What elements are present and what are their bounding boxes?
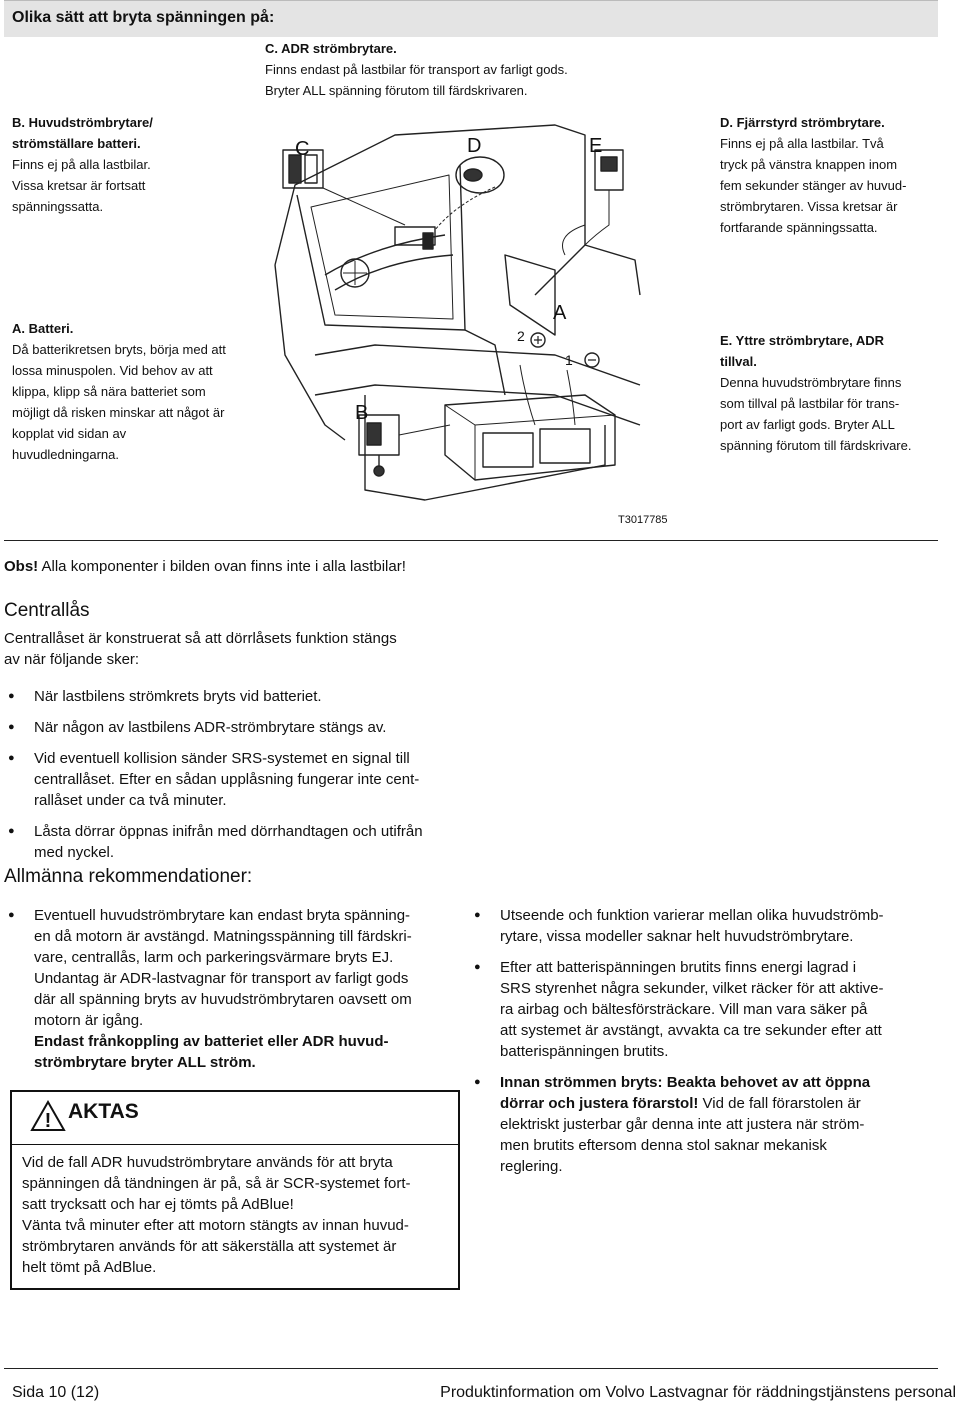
list-item-text: Vid de fall förarstolen är elektriskt justerbar går denna inte att justera när ström- men brutits eftersom denna stol saknar mekanisk reglering.: [500, 1095, 865, 1175]
centrallas-list: [4, 686, 484, 873]
callout-b: B: [355, 402, 369, 424]
caption-a-line: möjligt då risken minskar att något är: [12, 405, 225, 420]
callout-c: C: [295, 138, 310, 160]
list-item-emphasis: Endast frånkoppling av batteriet eller ADR huvud- strömbrytare bryter ALL ström.: [34, 1033, 389, 1071]
caption-e-line: spänning förutom till färdskrivare.: [720, 438, 912, 453]
note-label: Obs!: [4, 558, 39, 575]
caption-d-line: Finns ej på alla lastbilar. Två: [720, 136, 884, 151]
list-item-emphasis: Innan strömmen bryts: Beakta behovet av att öppna dörrar och justera förarstol!: [500, 1074, 871, 1112]
document-title: Produktinformation om Volvo Lastvagnar för räddningstjänstens personal: [440, 1384, 956, 1401]
caption-a: [12, 318, 262, 465]
list-item: ● Låsta dörrar öppnas inifrån med dörrhandtagen och utifrån med nyckel.: [4, 821, 484, 863]
list-item-text: ● Eventuell huvudströmbrytare kan endast bryta spänning- en då motorn är avstängd. Matningsspänning till färdskri- vare, centrallås, larm och parkeringsvärmare bryts EJ. Undantag är ADR-lastvagnar för transport av farligt gods där all spänning bryts av huvudströmbrytaren oavsett om motorn är igång.: [34, 907, 412, 1029]
warning-title: AKTAS: [68, 1100, 139, 1123]
list-item: [470, 1072, 950, 1177]
caption-c-line: Finns endast på lastbilar för transport av farligt gods.: [265, 62, 568, 77]
recommendations-right-list: [470, 905, 950, 1187]
callout-d: D: [467, 135, 482, 157]
caption-b-line: Finns ej på alla lastbilar.: [12, 157, 151, 172]
caption-b-title: strömställare batteri.: [12, 136, 141, 151]
divider: [4, 540, 938, 541]
note-text: Alla komponenter i bilden ovan finns inte i alla lastbilar!: [38, 558, 406, 575]
caption-d-line: tryck på vänstra knappen inom: [720, 157, 898, 172]
caption-d-title: D. Fjärrstyrd strömbrytare.: [720, 115, 885, 130]
list-item: ● Utseende och funktion varierar mellan olika huvudströmb- rytare, vissa modeller saknar helt huvudströmbrytare.: [470, 905, 950, 947]
caption-a-title: A. Batteri.: [12, 321, 74, 336]
caption-b: [12, 112, 252, 217]
callout-2: 2: [517, 328, 525, 344]
caption-c-line: Bryter ALL spänning förutom till färdskrivaren.: [265, 83, 528, 98]
caption-d-line: fem sekunder stänger av huvud-: [720, 178, 907, 193]
note: [4, 556, 406, 577]
list-item: [4, 905, 474, 1073]
caption-e-line: Denna huvudströmbrytare finns: [720, 375, 902, 390]
list-item: ● Vid eventuell kollision sänder SRS-systemet en signal till centrallåset. Efter en sådan upplåsning fungerar inte cent- rallåset under ca två minuter.: [4, 748, 484, 811]
caption-a-line: lossa minuspolen. Vid behov av att: [12, 363, 213, 378]
centrallas-heading: Centrallås: [4, 600, 90, 621]
recommendations-heading: Allmänna rekommendationer:: [4, 866, 253, 887]
truck-cab-illustration: [255, 95, 650, 505]
warning-divider: [12, 1144, 458, 1145]
caption-c: [265, 38, 665, 101]
figure-reference: T3017785: [618, 514, 668, 526]
caption-b-title: B. Huvudströmbrytare/: [12, 115, 153, 130]
caption-e-line: som tillval på lastbilar för trans-: [720, 396, 900, 411]
caption-d-line: strömbrytaren. Vissa kretsar är: [720, 199, 898, 214]
caption-e-title: tillval.: [720, 354, 757, 369]
callout-1: 1: [565, 352, 573, 368]
caption-b-line: spänningssatta.: [12, 199, 104, 214]
warning-triangle-icon: [30, 1100, 66, 1132]
caption-a-line: huvudledningarna.: [12, 447, 119, 462]
list-item: ● Efter att batterispänningen brutits finns energi lagrad i SRS styrenhet några sekunder, vilket räcker för att aktive- ra airbag och bältesförsträckare. Vill man vara säker på att systemet är avstängt, avvakta ca tre sekunder efter att batterispänningen brutits.: [470, 957, 950, 1062]
caption-c-title: C. ADR strömbrytare.: [265, 41, 397, 56]
callout-e: E: [589, 135, 603, 157]
list-item: ● När någon av lastbilens ADR-strömbrytare stängs av.: [4, 717, 484, 738]
section-title: Olika sätt att bryta spänningen på:: [12, 9, 275, 26]
list-item: ● När lastbilens strömkrets bryts vid batteriet.: [4, 686, 484, 707]
caption-e-line: port av farligt gods. Bryter ALL: [720, 417, 895, 432]
caption-e-title: E. Yttre strömbrytare, ADR: [720, 333, 884, 348]
warning-text: Vid de fall ADR huvudströmbrytare används för att bryta spänningen då tändningen är på, så är SCR-systemet fort- satt trycksatt och har ej tömts på AdBlue! Vänta två minuter efter att motorn stängts av innan huvud- strömbrytaren används för att säkerställa att systemet är helt tömt på AdBlue.: [22, 1154, 411, 1276]
caption-e: [720, 330, 950, 456]
caption-a-line: klippa, klipp så nära batteriet som: [12, 384, 206, 399]
warning-symbol: !: [44, 1110, 52, 1132]
page-number: Sida 10 (12): [12, 1384, 100, 1401]
section-header-bar: [4, 0, 938, 37]
footer-divider: [4, 1368, 938, 1369]
callout-a: A: [553, 302, 567, 324]
centrallas-intro: Centrallåset är konstruerat så att dörrlåsets funktion stängs av när följande sker:: [4, 630, 397, 668]
caption-b-line: Vissa kretsar är fortsatt: [12, 178, 146, 193]
caption-a-line: Då batterikretsen bryts, börja med att: [12, 342, 226, 357]
caption-d-line: fortfarande spänningssatta.: [720, 220, 878, 235]
warning-box: [10, 1090, 460, 1290]
caption-d: [720, 112, 950, 238]
recommendations-left-list: [4, 905, 474, 1083]
caption-a-line: kopplat vid sidan av: [12, 426, 127, 441]
